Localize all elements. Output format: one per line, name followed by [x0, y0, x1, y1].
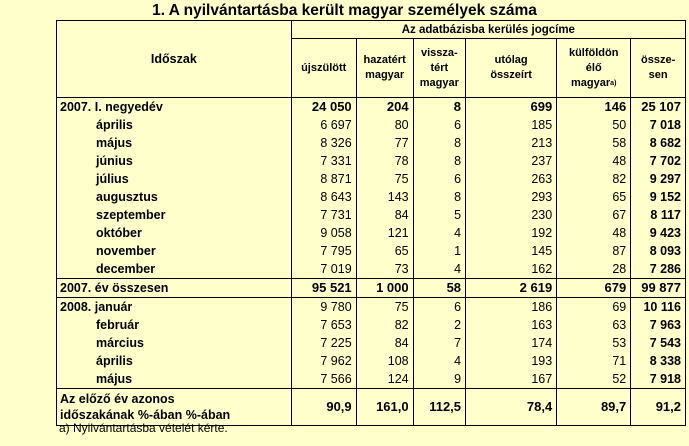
cell-value: 71: [557, 352, 631, 370]
table-row: [57, 170, 686, 188]
cell-value: 65: [557, 188, 631, 206]
cell-value: 293: [466, 188, 557, 206]
cell-value: 1 000: [356, 279, 413, 298]
cell-value: 82: [356, 316, 413, 334]
cell-value: 8 871: [291, 170, 356, 188]
row-label: szeptember: [57, 206, 292, 224]
cell-value: 69: [557, 298, 631, 317]
row-label: 2008. január: [57, 298, 292, 317]
row-label: 2007. év összesen: [57, 279, 292, 298]
cell-value: 186: [466, 298, 557, 317]
cell-value: 230: [466, 206, 557, 224]
row-label: június: [57, 152, 292, 170]
cell-value: 87: [557, 242, 631, 260]
cell-value: 7 019: [291, 260, 356, 279]
cell-value: 8: [413, 152, 465, 170]
row-label: május: [57, 370, 292, 389]
cell-value: 24 050: [291, 98, 356, 117]
cell-value: 7 225: [291, 334, 356, 352]
cell-value: 8 117: [631, 206, 686, 224]
cell-value: 8 326: [291, 134, 356, 152]
cell-value: 699: [466, 98, 557, 117]
row-label: július: [57, 170, 292, 188]
row-label: Az előző év azonos időszakának %-ában %-ában: [57, 389, 292, 426]
cell-value: 7: [413, 334, 465, 352]
cell-value: 9 152: [631, 188, 686, 206]
table-row: [57, 242, 686, 260]
table-row: [57, 260, 686, 279]
cell-value: 7 018: [631, 116, 686, 134]
cell-value: 8: [413, 188, 465, 206]
cell-value: 9 058: [291, 224, 356, 242]
cell-value: 73: [356, 260, 413, 279]
table-row: [57, 206, 686, 224]
cell-value: 7 702: [631, 152, 686, 170]
cell-value: 237: [466, 152, 557, 170]
cell-value: 204: [356, 98, 413, 117]
table-row: [57, 334, 686, 352]
percent-row: [57, 389, 686, 426]
cell-value: 108: [356, 352, 413, 370]
cell-value: 9 780: [291, 298, 356, 317]
cell-value: 48: [557, 224, 631, 242]
cell-value: 58: [557, 134, 631, 152]
cell-value: 193: [466, 352, 557, 370]
cell-value: 7 286: [631, 260, 686, 279]
cell-value: 67: [557, 206, 631, 224]
cell-value: 163: [466, 316, 557, 334]
cell-value: 7 963: [631, 316, 686, 334]
cell-value: 9 297: [631, 170, 686, 188]
cell-value: 95 521: [291, 279, 356, 298]
cell-value: 4: [413, 224, 465, 242]
cell-value: 9: [413, 370, 465, 389]
cell-value: 8: [413, 98, 465, 117]
table-row: [57, 98, 686, 117]
cell-value: 145: [466, 242, 557, 260]
cell-value: 53: [557, 334, 631, 352]
column-header: utólag összeírt: [466, 39, 557, 98]
cell-value: 8 093: [631, 242, 686, 260]
period-header: Időszak: [57, 21, 292, 98]
cell-value: 7 543: [631, 334, 686, 352]
row-label: február: [57, 316, 292, 334]
table-row: [57, 352, 686, 370]
cell-value: 89,7: [557, 389, 631, 426]
cell-value: 84: [356, 334, 413, 352]
footnote-marker: a): [610, 79, 617, 87]
table-row: [57, 152, 686, 170]
cell-value: 65: [356, 242, 413, 260]
cell-value: 8 682: [631, 134, 686, 152]
column-header: össze- sen: [631, 39, 686, 98]
cell-value: 28: [557, 260, 631, 279]
cell-value: 4: [413, 260, 465, 279]
cell-value: 99 877: [631, 279, 686, 298]
row-label: október: [57, 224, 292, 242]
statistics-table: [56, 20, 686, 426]
table-row: [57, 370, 686, 389]
cell-value: 192: [466, 224, 557, 242]
cell-value: 167: [466, 370, 557, 389]
row-label: 2007. I. negyedév: [57, 98, 292, 117]
cell-value: 263: [466, 170, 557, 188]
cell-value: 112,5: [413, 389, 465, 426]
cell-value: 2: [413, 316, 465, 334]
cell-value: 4: [413, 352, 465, 370]
table-row: [57, 116, 686, 134]
column-header: hazatért magyar: [356, 39, 413, 98]
cell-value: 78,4: [466, 389, 557, 426]
cell-value: 143: [356, 188, 413, 206]
cell-value: 9 423: [631, 224, 686, 242]
cell-value: 82: [557, 170, 631, 188]
cell-value: 6: [413, 116, 465, 134]
row-label: augusztus: [57, 188, 292, 206]
cell-value: 52: [557, 370, 631, 389]
row-label: április: [57, 352, 292, 370]
column-header: újszülött: [291, 39, 356, 98]
cell-value: 10 116: [631, 298, 686, 317]
cell-value: 7 731: [291, 206, 356, 224]
cell-value: 6: [413, 170, 465, 188]
table-row: [57, 316, 686, 334]
cell-value: 146: [557, 98, 631, 117]
cell-value: 7 653: [291, 316, 356, 334]
cell-value: 8 643: [291, 188, 356, 206]
cell-value: 7 962: [291, 352, 356, 370]
cell-value: 58: [413, 279, 465, 298]
cell-value: 6: [413, 298, 465, 317]
cell-value: 5: [413, 206, 465, 224]
cell-value: 91,2: [631, 389, 686, 426]
row-label: május: [57, 134, 292, 152]
cell-value: 75: [356, 170, 413, 188]
cell-value: 50: [557, 116, 631, 134]
cell-value: 7 918: [631, 370, 686, 389]
cell-value: 84: [356, 206, 413, 224]
group-header: Az adatbázisba kerülés jogcíme: [291, 21, 685, 39]
cell-value: 679: [557, 279, 631, 298]
cell-value: 80: [356, 116, 413, 134]
cell-value: 185: [466, 116, 557, 134]
cell-value: 213: [466, 134, 557, 152]
table-row: [57, 188, 686, 206]
column-header: külföldön élő magyar$^{a)}$: [557, 39, 631, 98]
cell-value: 6 697: [291, 116, 356, 134]
cell-value: 7 566: [291, 370, 356, 389]
column-header: vissza- tért magyar: [413, 39, 465, 98]
cell-value: 78: [356, 152, 413, 170]
footnote: a) Nyilvántartásba vételét kérte.: [59, 421, 228, 435]
cell-value: 77: [356, 134, 413, 152]
cell-value: 7 795: [291, 242, 356, 260]
cell-value: 7 331: [291, 152, 356, 170]
cell-value: 161,0: [356, 389, 413, 426]
cell-value: 63: [557, 316, 631, 334]
table-title: 1. A nyilvántartásba került magyar személyek száma: [152, 2, 537, 19]
table-row: [57, 224, 686, 242]
row-label: december: [57, 260, 292, 279]
cell-value: 48: [557, 152, 631, 170]
cell-value: 2 619: [466, 279, 557, 298]
table-row: [57, 134, 686, 152]
cell-value: 90,9: [291, 389, 356, 426]
cell-value: 25 107: [631, 98, 686, 117]
cell-value: 174: [466, 334, 557, 352]
cell-value: 124: [356, 370, 413, 389]
cell-value: 8: [413, 134, 465, 152]
row-label: április: [57, 116, 292, 134]
table-row: [57, 279, 686, 298]
cell-value: 1: [413, 242, 465, 260]
row-label: március: [57, 334, 292, 352]
cell-value: 162: [466, 260, 557, 279]
cell-value: 8 338: [631, 352, 686, 370]
row-label: november: [57, 242, 292, 260]
table-row: [57, 298, 686, 317]
cell-value: 121: [356, 224, 413, 242]
cell-value: 75: [356, 298, 413, 317]
